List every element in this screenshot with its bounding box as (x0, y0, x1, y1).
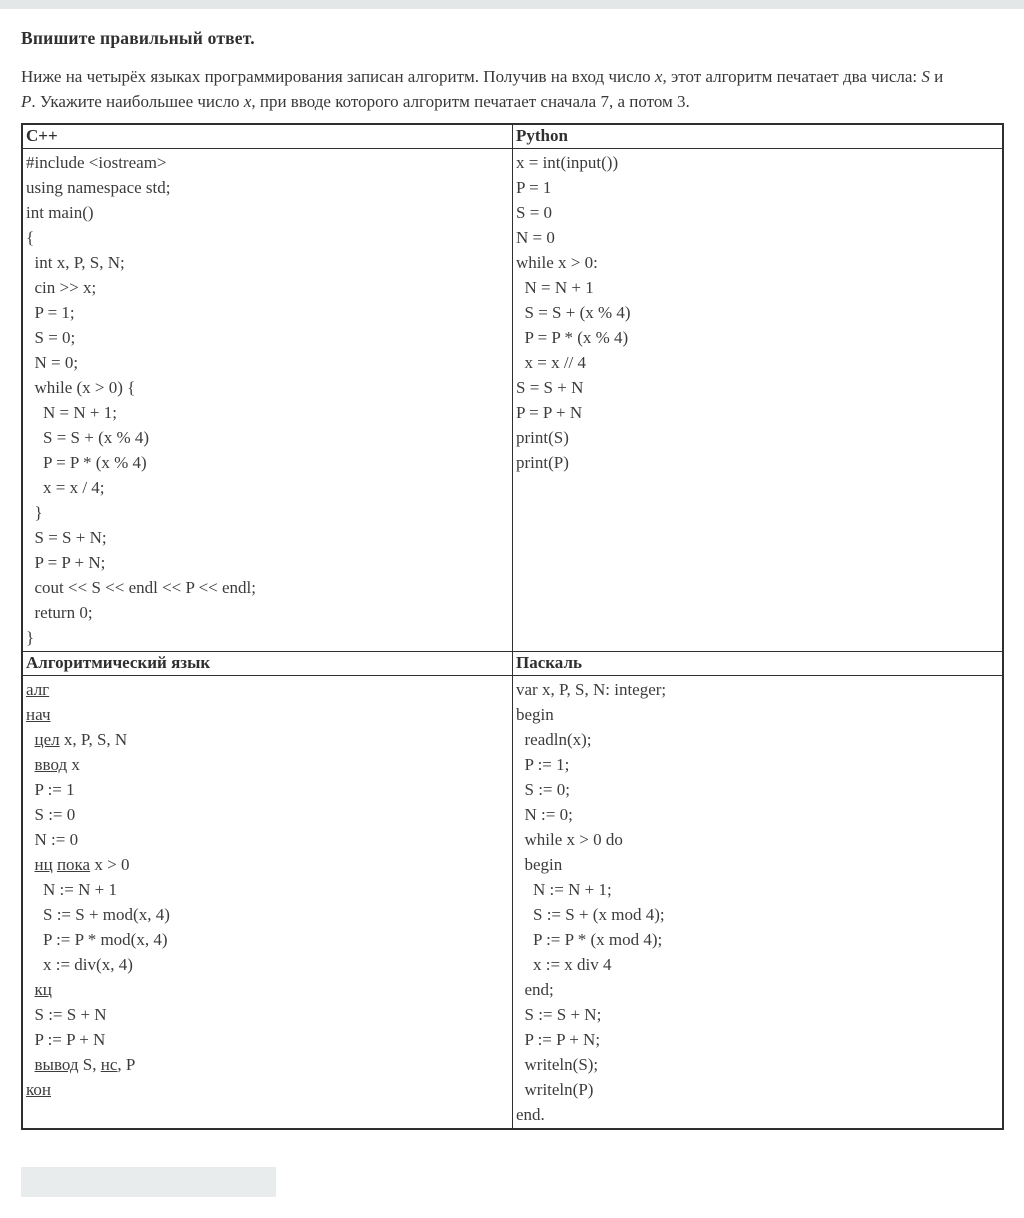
code-line (26, 250, 509, 275)
text-run: x (67, 755, 80, 774)
code-line (26, 1002, 509, 1027)
text-run: S = S + N (516, 378, 584, 397)
code-line (516, 250, 999, 275)
code-line (516, 877, 999, 902)
text-run: P := P * (x mod 4); (516, 930, 663, 949)
code-line (26, 200, 509, 225)
task-page (0, 28, 1024, 1197)
text-run: { (26, 228, 35, 247)
text-run: P (21, 92, 32, 111)
keyword: вывод (34, 1055, 79, 1074)
text-run: P = P * (x % 4) (26, 453, 147, 472)
code-line (26, 977, 509, 1002)
code-line (516, 1077, 999, 1102)
code-line (26, 475, 509, 500)
code-line (516, 752, 999, 777)
text-run: P := P + N; (516, 1030, 601, 1049)
top-bar (0, 0, 1024, 9)
text-run: S = S + N; (26, 528, 107, 547)
code-line (516, 225, 999, 250)
text-run: } (26, 503, 43, 522)
text-run: S := S + mod(x, 4) (26, 905, 170, 924)
code-line (26, 927, 509, 952)
code-line (516, 927, 999, 952)
lang-header-python: Python (513, 124, 1004, 149)
text-run: N := N + 1; (516, 880, 612, 899)
text-run (26, 755, 35, 774)
text-run: x = x // 4 (516, 353, 587, 372)
text-run: x > 0 (90, 855, 130, 874)
text-run: P = 1 (516, 178, 552, 197)
code-line (26, 752, 509, 777)
code-line (26, 575, 509, 600)
task-description (21, 64, 1003, 114)
text-run: S := 0; (516, 780, 570, 799)
code-line (516, 275, 999, 300)
code-line (26, 450, 509, 475)
code-line (26, 852, 509, 877)
answer-input[interactable] (21, 1167, 276, 1197)
code-line (26, 802, 509, 827)
code-line (516, 1002, 999, 1027)
text-run: x (243, 92, 252, 111)
keyword: кон (26, 1080, 51, 1099)
text-run: while x > 0: (516, 253, 598, 272)
code-line (516, 425, 999, 450)
code-line (516, 777, 999, 802)
text-run: P = P + N (516, 403, 583, 422)
text-run: print(S) (516, 428, 569, 447)
text-run: , при вводе которого алгоритм печатает сначала 7, а потом 3. (251, 92, 690, 111)
code-line (26, 525, 509, 550)
text-run (26, 730, 35, 749)
code-line (26, 827, 509, 852)
keyword: кц (34, 980, 52, 999)
text-run: N := 0; (516, 805, 573, 824)
text-run: } (26, 628, 35, 647)
code-line (26, 175, 509, 200)
code-line (516, 1027, 999, 1052)
text-run: S := S + N (26, 1005, 107, 1024)
code-line (26, 1077, 509, 1102)
text-run: S := 0 (26, 805, 76, 824)
code-block-cpp (22, 149, 513, 652)
code-block-algo (22, 676, 513, 1130)
code-line (26, 625, 509, 650)
code-line (26, 1052, 509, 1077)
code-line (516, 350, 999, 375)
table-code-row (22, 676, 1003, 1130)
code-line (26, 677, 509, 702)
code-line (26, 275, 509, 300)
text-run: N := 0 (26, 830, 79, 849)
text-run: , этот алгоритм печатает два числа: (662, 67, 922, 86)
code-line (516, 375, 999, 400)
text-run: x := div(x, 4) (26, 955, 133, 974)
text-run: S = S + (x % 4) (26, 428, 150, 447)
code-line (516, 952, 999, 977)
text-run: x (654, 67, 663, 86)
text-run: Ниже на четырёх языках программирования записан алгоритм. Получив на вход число (21, 67, 655, 86)
code-line (26, 375, 509, 400)
text-run: S := S + N; (516, 1005, 602, 1024)
text-run: readln(x); (516, 730, 592, 749)
code-line (26, 425, 509, 450)
code-line (26, 902, 509, 927)
keyword: нс (100, 1055, 118, 1074)
table-code-row (22, 149, 1003, 652)
text-run: P := 1 (26, 780, 75, 799)
text-run: writeln(P) (516, 1080, 594, 1099)
text-run: S := S + (x mod 4); (516, 905, 665, 924)
text-run (26, 855, 35, 874)
code-line (26, 600, 509, 625)
text-run: N := N + 1 (26, 880, 117, 899)
code-line (516, 1102, 999, 1127)
table-header-row (22, 124, 1003, 149)
task-description-line (21, 64, 1003, 89)
code-line (516, 702, 999, 727)
code-line (516, 450, 999, 475)
text-run: return 0; (26, 603, 93, 622)
text-run: . Укажите наибольшее число (31, 92, 244, 111)
code-line (516, 977, 999, 1002)
lang-header-pascal: Паскаль (513, 652, 1004, 676)
keyword: алг (26, 680, 50, 699)
keyword: нц (34, 855, 53, 874)
code-line (516, 150, 999, 175)
code-line (26, 150, 509, 175)
code-line (516, 852, 999, 877)
text-run: S, (78, 1055, 101, 1074)
keyword: цел (34, 730, 60, 749)
code-line (516, 727, 999, 752)
code-line (516, 1052, 999, 1077)
text-run: N = 0; (26, 353, 79, 372)
code-line (516, 902, 999, 927)
text-run: x = x / 4; (26, 478, 105, 497)
code-line (516, 802, 999, 827)
text-run: S = 0; (26, 328, 76, 347)
text-run: using namespace std; (26, 178, 171, 197)
code-line (516, 677, 999, 702)
text-run: x := x div 4 (516, 955, 612, 974)
keyword: пока (56, 855, 91, 874)
text-run: end; (516, 980, 554, 999)
code-line (26, 500, 509, 525)
text-run: S = S + (x % 4) (516, 303, 631, 322)
text-run: S (921, 67, 930, 86)
text-run: и (929, 67, 944, 86)
text-run: begin (516, 855, 563, 874)
code-line (26, 777, 509, 802)
text-run: P = P + N; (26, 553, 106, 572)
text-run: int main() (26, 203, 94, 222)
task-description-line (21, 89, 1003, 114)
text-run: var x, P, S, N: integer; (516, 680, 667, 699)
code-line (26, 550, 509, 575)
text-run: while (x > 0) { (26, 378, 136, 397)
code-block-pascal (513, 676, 1004, 1130)
text-run: int x, P, S, N; (26, 253, 125, 272)
code-line (516, 175, 999, 200)
text-run: print(P) (516, 453, 569, 472)
text-run: cin >> x; (26, 278, 97, 297)
text-run: , P (117, 1055, 136, 1074)
code-line (26, 225, 509, 250)
code-line (26, 877, 509, 902)
code-line (516, 325, 999, 350)
code-table (21, 123, 1004, 1130)
code-line (26, 325, 509, 350)
code-line (26, 1027, 509, 1052)
text-run: end. (516, 1105, 545, 1124)
code-line (26, 952, 509, 977)
text-run (26, 1055, 35, 1074)
text-run: P := 1; (516, 755, 570, 774)
code-line (26, 300, 509, 325)
code-block-python (513, 149, 1004, 652)
text-run: N = 0 (516, 228, 555, 247)
keyword: нач (26, 705, 51, 724)
text-run: writeln(S); (516, 1055, 599, 1074)
code-line (26, 702, 509, 727)
text-run: while x > 0 do (516, 830, 623, 849)
code-line (516, 827, 999, 852)
text-run: cout << S << endl << P << endl; (26, 578, 257, 597)
text-run: N = N + 1; (26, 403, 117, 422)
page-title: Впишите правильный ответ. (21, 28, 255, 48)
text-run: x = int(input()) (516, 153, 619, 172)
text-run: #include <iostream> (26, 153, 167, 172)
code-line (26, 400, 509, 425)
text-run (26, 980, 35, 999)
text-run: N = N + 1 (516, 278, 594, 297)
text-run: P = P * (x % 4) (516, 328, 629, 347)
lang-header-cpp: C++ (22, 124, 513, 149)
text-run: S = 0 (516, 203, 553, 222)
code-line (516, 400, 999, 425)
text-run: begin (516, 705, 554, 724)
text-run: x, P, S, N (59, 730, 128, 749)
code-line (26, 350, 509, 375)
table-header-row (22, 652, 1003, 676)
text-run: P = 1; (26, 303, 75, 322)
code-line (516, 200, 999, 225)
code-line (26, 727, 509, 752)
text-run: P := P + N (26, 1030, 106, 1049)
code-line (516, 300, 999, 325)
text-run: P := P * mod(x, 4) (26, 930, 168, 949)
keyword: ввод (34, 755, 68, 774)
lang-header-algo: Алгоритмический язык (22, 652, 513, 676)
